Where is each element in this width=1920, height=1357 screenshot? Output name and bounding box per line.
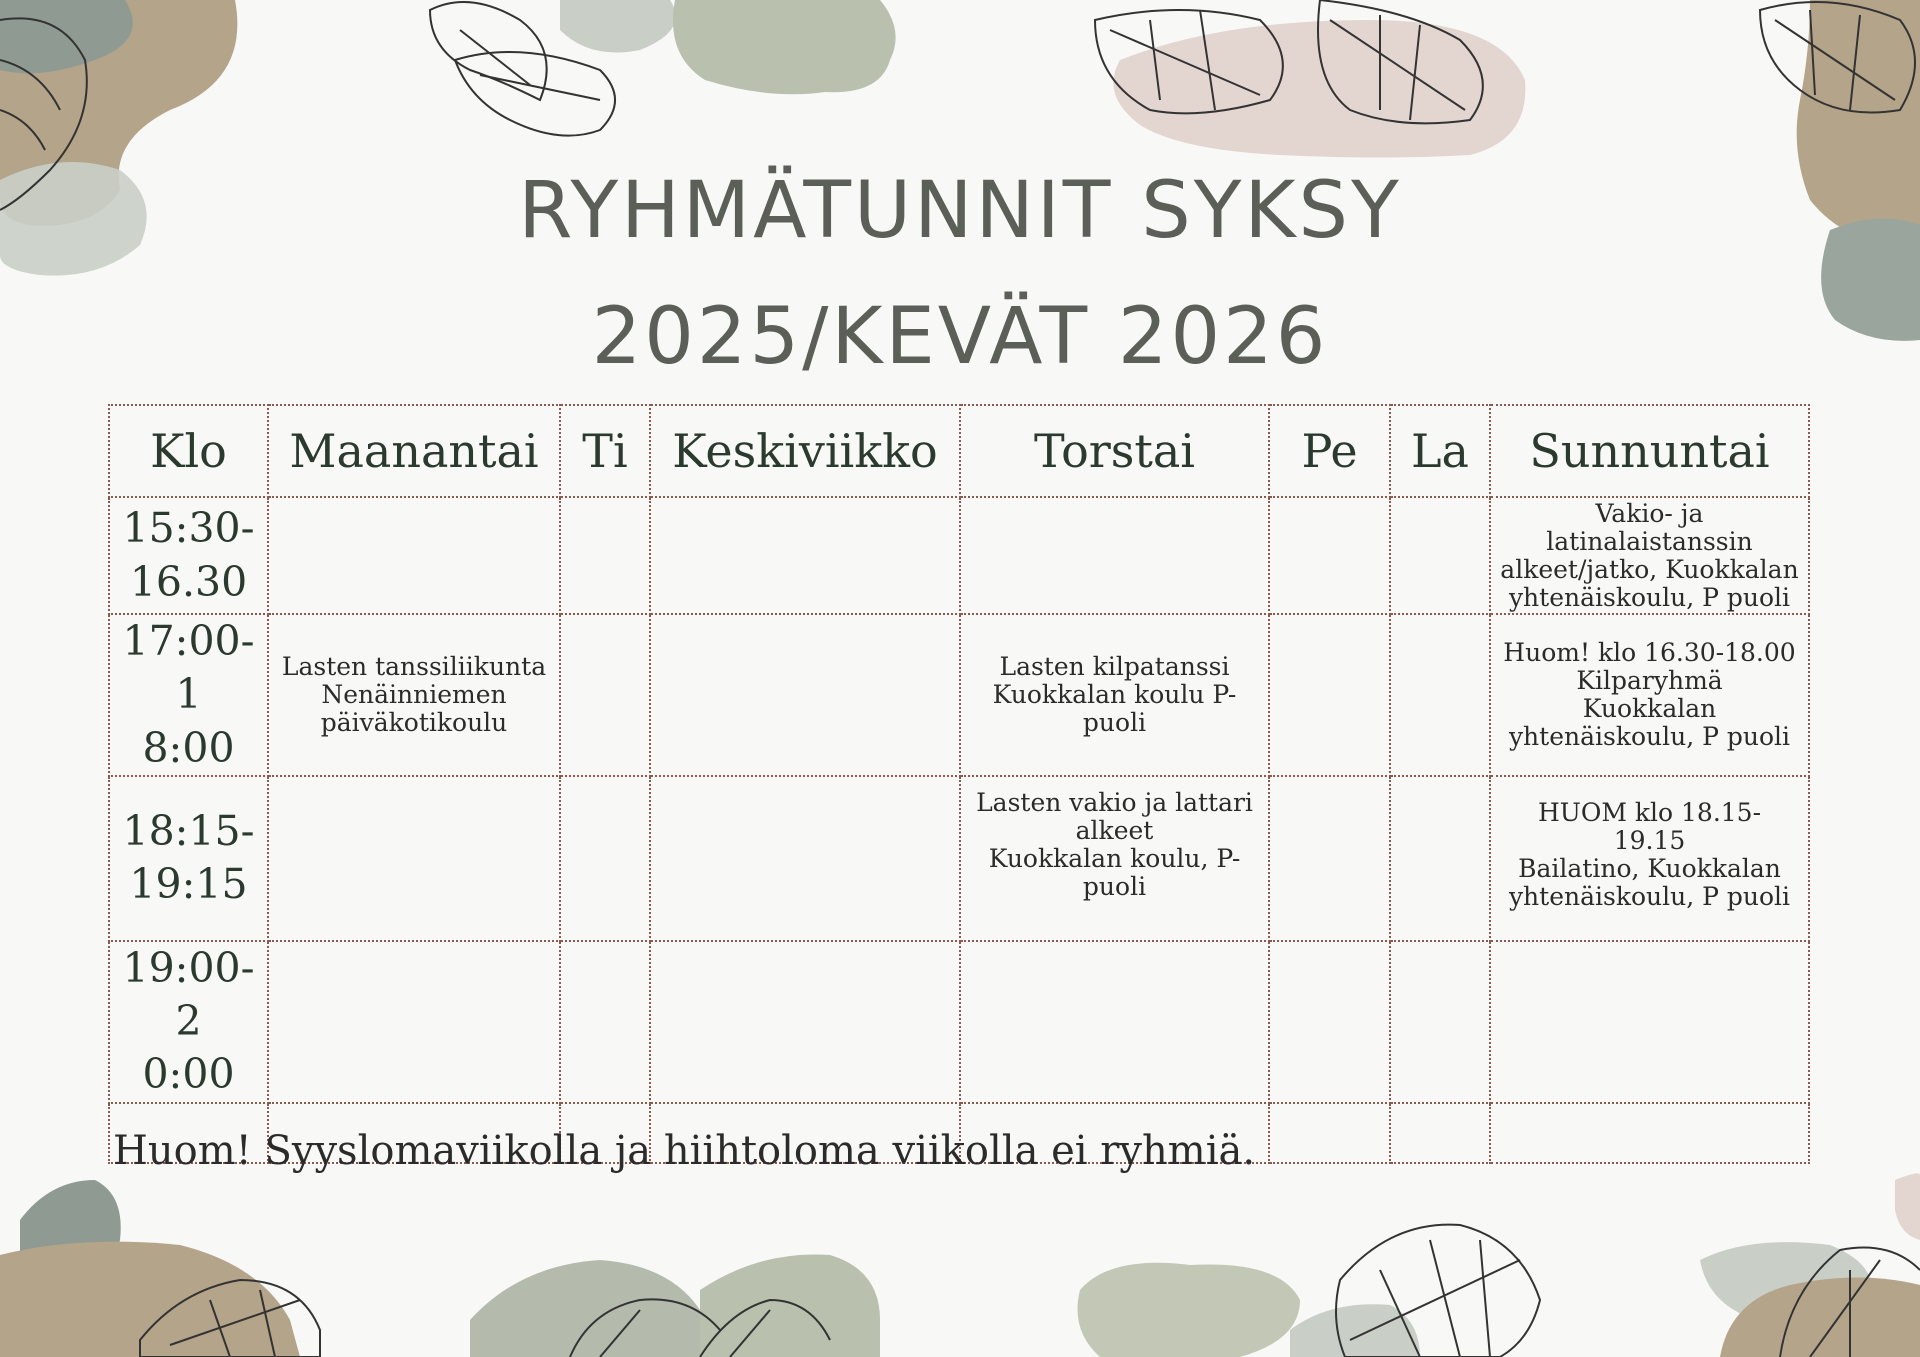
blush-blob <box>1895 1173 1920 1240</box>
footer-note: Huom! Syyslomaviikolla ja hiihtoloma viikolla ei ryhmiä. <box>113 1128 1256 1174</box>
schedule-cell: Lasten kilpatanssi Kuokkalan koulu P- puoli <box>960 614 1269 776</box>
schedule-cell <box>1390 1103 1490 1163</box>
header-la: La <box>1390 405 1490 497</box>
header-row <box>109 405 1809 497</box>
table-row <box>109 941 1809 1103</box>
schedule-cell <box>650 776 960 941</box>
table-row <box>109 497 1809 614</box>
schedule-cell <box>650 941 960 1103</box>
schedule-cell <box>960 941 1269 1103</box>
sage-blob <box>673 0 896 94</box>
schedule-cell <box>1269 941 1390 1103</box>
page-title-line-2: 2025/KEVÄT 2026 <box>591 292 1329 382</box>
schedule-cell <box>268 941 560 1103</box>
schedule-cell <box>560 614 650 776</box>
header-ti: Ti <box>560 405 650 497</box>
sage-blob <box>470 1260 710 1357</box>
header-keskiviikko: Keskiviikko <box>650 405 960 497</box>
schedule-cell <box>1390 497 1490 614</box>
schedule-cell <box>1390 776 1490 941</box>
schedule-cell: HUOM klo 18.15- 19.15 Bailatino, Kuokkalan yhtenäiskoulu, P puoli <box>1490 776 1809 941</box>
tan-blob <box>0 1242 300 1357</box>
slate-blob <box>1290 1304 1420 1357</box>
table-row <box>109 614 1809 776</box>
header-maanantai: Maanantai <box>268 405 560 497</box>
schedule-cell: Huom! klo 16.30-18.00 Kilparyhmä Kuokkalan yhtenäiskoulu, P puoli <box>1490 614 1809 776</box>
schedule-cell: Lasten tanssiliikunta Nenäinniemen päiväkotikoulu <box>268 614 560 776</box>
schedule-cell <box>1269 614 1390 776</box>
schedule-cell: Lasten vakio ja lattari alkeet Kuokkalan koulu, P- puoli <box>960 776 1269 941</box>
schedule-cell <box>268 776 560 941</box>
time-cell: 17:00-1 8:00 <box>109 614 268 776</box>
schedule-cell <box>1390 614 1490 776</box>
schedule-cell <box>268 497 560 614</box>
schedule-table <box>108 404 1810 1164</box>
schedule-cell: Vakio- ja latinalaistanssin alkeet/jatko, Kuokkalan yhtenäiskoulu, P puoli <box>1490 497 1809 614</box>
time-cell: 18:15- 19:15 <box>109 776 268 941</box>
slate-blob <box>560 0 676 53</box>
schedule-cell <box>1269 776 1390 941</box>
header-torstai: Torstai <box>960 405 1269 497</box>
schedule-cell <box>1490 941 1809 1103</box>
table-row <box>109 776 1809 941</box>
schedule-cell <box>960 497 1269 614</box>
schedule-cell <box>1269 1103 1390 1163</box>
schedule-cell <box>1269 497 1390 614</box>
schedule-cell <box>560 497 650 614</box>
sage-blob <box>1078 1263 1301 1357</box>
header-pe: Pe <box>1269 405 1390 497</box>
schedule-cell <box>1490 1103 1809 1163</box>
schedule-cell <box>560 776 650 941</box>
schedule-cell <box>650 497 960 614</box>
page-title-line-1: RYHMÄTUNNIT SYKSY <box>518 166 1402 256</box>
blush-blob <box>1113 20 1525 158</box>
header-sunnuntai: Sunnuntai <box>1490 405 1809 497</box>
schedule-cell <box>560 941 650 1103</box>
schedule-cell <box>1390 941 1490 1103</box>
time-cell: 15:30- 16.30 <box>109 497 268 614</box>
schedule-cell <box>650 614 960 776</box>
time-cell: 19:00-2 0:00 <box>109 941 268 1103</box>
sage-blob <box>700 1254 880 1357</box>
header-klo: Klo <box>109 405 268 497</box>
